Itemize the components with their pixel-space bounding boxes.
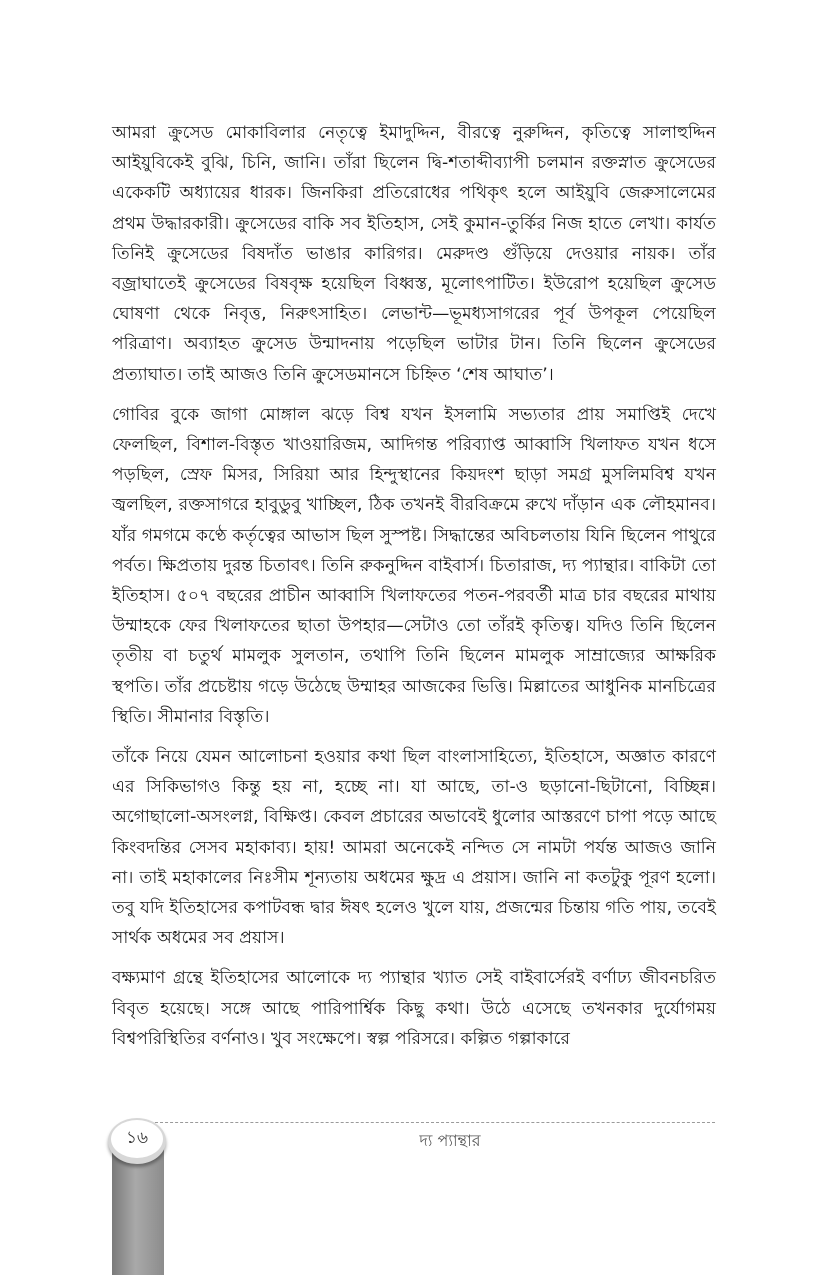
body-text: [112, 118, 716, 1064]
paragraph-4: বক্ষ্যমাণ গ্রন্থে ইতিহাসের আলোকে দ্য প্যান্থার খ্যাত সেই বাইবার্সেরই বর্ণাঢ্য জীবনচরিত বিবৃত হয়েছে। সঙ্গে আছে পারিপার্শ্বিক কিছু কথা। উঠে এসেছে তখনকার দুর্যোগময় বিশ্বপরিস্থিতির বর্ণনাও। খুব সংক্ষেপে। স্বল্প পরিসরে। কল্পিত গল্পাকারে: [112, 968, 716, 1049]
paragraph-3: তাঁকে নিয়ে যেমন আলোচনা হওয়ার কথা ছিল বাংলাসাহিত্যে, ইতিহাসে, অজ্ঞাত কারণে এর সিকিভাগও কিন্তু হয় না, হচ্ছে না। যা আছে, তা-ও ছড়ানো-ছিটানো, বিচ্ছিন্ন। অগোছালো-অসংলগ্ন, বিক্ষিপ্ত। কেবল প্রচারের অভাবেই ধুলোর আস্তরণে চাপা পড়ে আছে কিংবদন্তির সেসব মহাকাব্য। হায়! আমরা অনেকেই নন্দিত সে নামটা পর্যন্ত আজও জানি না। তাই মহাকালের নিঃসীম শূন্যতায় অধমের ক্ষুদ্র এ প্রয়াস। জানি না কতটুকু পূরণ হলো। তবু যদি ইতিহাসের কপাটবন্ধ দ্বার ঈষৎ হলেও খুলে যায়, প্রজন্মের চিন্তায় গতি পায়, তবেই সার্থক অধমের সব প্রয়াস।: [112, 747, 716, 949]
footer-divider: [150, 1122, 715, 1123]
paragraph-1: আমরা ক্রুসেড মোকাবিলার নেতৃত্বে ইমাদুদ্দিন, বীরত্বে নুরুদ্দিন, কৃতিত্বে সালাহুদ্দিন আইয়ুবিকেই বুঝি, চিনি, জানি। তাঁরা ছিলেন দ্বি-শতাব্দীব্যাপী চলমান রক্তস্নাত ক্রুসেডের একেকটি অধ্যায়ের ধারক। জিনকিরা প্রতিরোধের পথিকৃৎ হলে আইয়ুবি জেরুসালেমের প্রথম উদ্ধারকারী। ক্রুসেডের বাকি সব ইতিহাস, সেই কুমান-তুর্কির নিজ হাতে লেখা। কার্যত তিনিই ক্রুসেডের বিষদাঁত ভাঙার কারিগর। মেরুদণ্ড গুঁড়িয়ে দেওয়ার নায়ক। তাঁর বজ্রাঘাতেই ক্রুসেডের বিষবৃক্ষ হয়েছিল বিধ্বস্ত, মূলোৎপাটিত। ইউরোপ হয়েছিল ক্রুসেড ঘোষণা থেকে নিবৃত্ত, নিরুৎসাহিত। লেভান্ট—ভূমধ্যসাগরের পূর্ব উপকূল পেয়েছিল পরিত্রাণ। অব্যাহত ক্রুসেড উন্মাদনায় পড়েছিল ভাটার টান। তিনি ছিলেন ক্রুসেডের প্রত্যাঘাত। তাই আজও তিনি ক্রুসেডমানসে চিহ্নিত ‘শেষ আঘাত’।: [112, 123, 716, 385]
page-number-badge: [108, 1118, 166, 1164]
page-number: ১৬: [111, 1120, 163, 1158]
paragraph-2: গোবির বুকে জাগা মোঙ্গাল ঝড়ে বিশ্ব যখন ইসলামি সভ্যতার প্রায় সমাপ্তিই দেখে ফেলছিল, বিশাল-বিস্তৃত খাওয়ারিজম, আদিগন্ত পরিব্যাপ্ত আব্বাসি খিলাফত যখন ধসে পড়ছিল, স্রেফ মিসর, সিরিয়া আর হিন্দুস্থানের কিয়দংশ ছাড়া সমগ্র মুসলিমবিশ্ব যখন জ্বলছিল, রক্তসাগরে হাবুডুবু খাচ্ছিল, ঠিক তখনই বীরবিক্রমে রুখে দাঁড়ান এক লৌহমানব। যাঁর গমগমে কণ্ঠে কর্তৃত্বের আভাস ছিল সুস্পষ্ট। সিদ্ধান্তের অবিচলতায় যিনি ছিলেন পাথুরে পর্বত। ক্ষিপ্রতায় দুরন্ত চিতাবৎ। তিনি রুকনুদ্দিন বাইবার্স। চিতারাজ, দ্য প্যান্থার। বাকিটা তো ইতিহাস। ৫০৭ বছরের প্রাচীন আব্বাসি খিলাফতের পতন-পরবর্তী মাত্র চার বছরের মাথায় উম্মাহকে ফের খিলাফতের ছাতা উপহার—সেটাও তো তাঁরই কৃতিত্ব। যদিও তিনি ছিলেন তৃতীয় বা চতুর্থ মামলুক সুলতান, তথাপি তিনি ছিলেন মামলুক সাম্রাজ্যের আক্ষরিক স্থপতি। তাঁর প্রচেষ্টায় গড়ে উঠেছে উম্মাহর আজকের ভিত্তি। মিল্লাতের আধুনিক মানচিত্রের স্থিতি। সীমানার বিস্তৃতি।: [112, 404, 716, 727]
running-footer-title: দ্য প্যান্থার: [419, 1131, 481, 1150]
